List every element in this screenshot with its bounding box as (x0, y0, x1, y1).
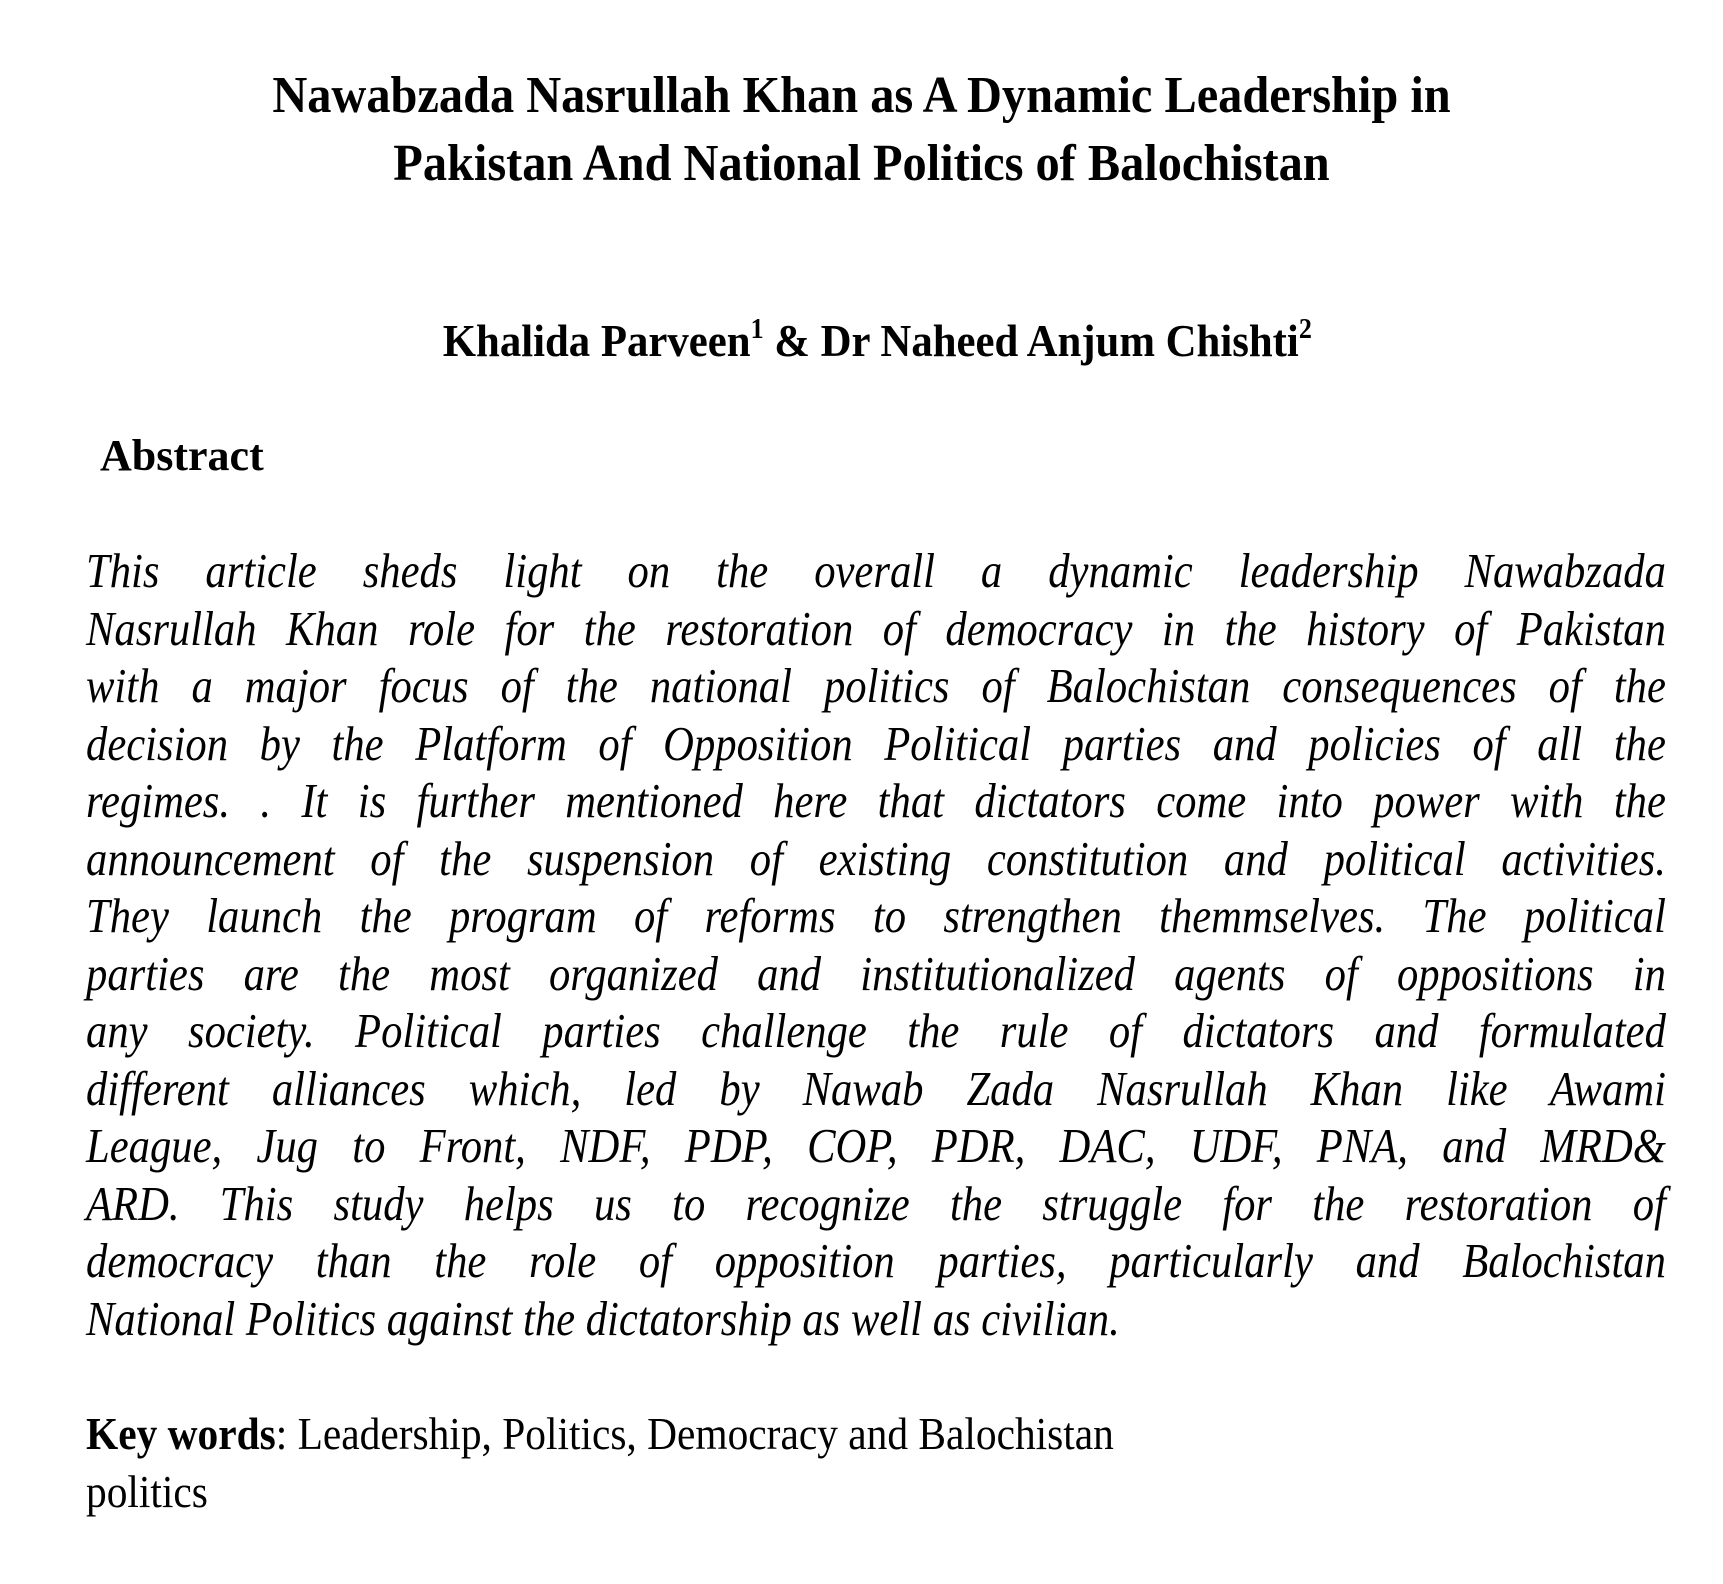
author-list (60, 313, 1662, 369)
abstract-line: democracy than the role of opposition parties, particularly and Balochistan (86, 1233, 1666, 1288)
title-line: Nawabzada Nasrullah Khan as A Dynamic Leadership in (272, 67, 1451, 124)
abstract-line: Nasrullah Khan role for the restoration of democracy in the history of Pakistan (86, 600, 1666, 656)
abstract-line: different alliances which, led by Nawab Zada Nasrullah Khan like Awami (86, 1060, 1666, 1116)
abstract-line: They launch the program of reforms to strengthen themmselves. The political (86, 888, 1666, 943)
abstract-line: National Politics against the dictatorship as well as civilian. (86, 1290, 1120, 1346)
keywords-values: Leadership, Politics, Democracy and Balochistan (297, 1408, 1114, 1459)
abstract-line: regimes. . It is further mentioned here that dictators come into power with the (86, 773, 1666, 828)
abstract-line: announcement of the suspension of existing constitution and political activities. (86, 830, 1666, 886)
abstract-line: This article sheds light on the overall a dynamic leadership Nawabzada (86, 543, 1666, 598)
keywords-values: politics (86, 1466, 208, 1517)
affiliation-mark: 2 (1298, 314, 1312, 345)
affiliation-mark: 1 (750, 314, 764, 345)
author-name: Khalida Parveen (442, 315, 751, 366)
keywords-line (86, 1463, 1436, 1521)
abstract-line: parties are the most organized and institutionalized agents of oppositions in (86, 945, 1666, 1001)
abstract-heading: Abstract (100, 431, 264, 480)
abstract-line: ARD. This study helps us to recognize the struggle for the restoration of (86, 1175, 1666, 1231)
author-separator: & (763, 315, 821, 366)
abstract-line: decision by the Platform of Opposition Political parties and policies of all the (86, 715, 1666, 771)
keywords-separator: : (275, 1408, 298, 1459)
paper-title (60, 62, 1662, 198)
abstract-line: with a major focus of the national politics of Balochistan consequences of the (86, 658, 1666, 713)
abstract-body (86, 542, 1666, 1347)
title-line: Pakistan And National Politics of Balochistan (393, 135, 1330, 192)
author-name: Dr Naheed Anjum Chishti (820, 315, 1299, 366)
keywords-section (86, 1405, 1436, 1521)
keywords-label: Key words (86, 1408, 276, 1459)
keywords-line (86, 1405, 1436, 1463)
abstract-line: League, Jug to Front, NDF, PDP, COP, PDR, DAC, UDF, PNA, and MRD& (86, 1118, 1666, 1173)
abstract-line: any society. Political parties challenge the rule of dictators and formulated (86, 1003, 1666, 1058)
